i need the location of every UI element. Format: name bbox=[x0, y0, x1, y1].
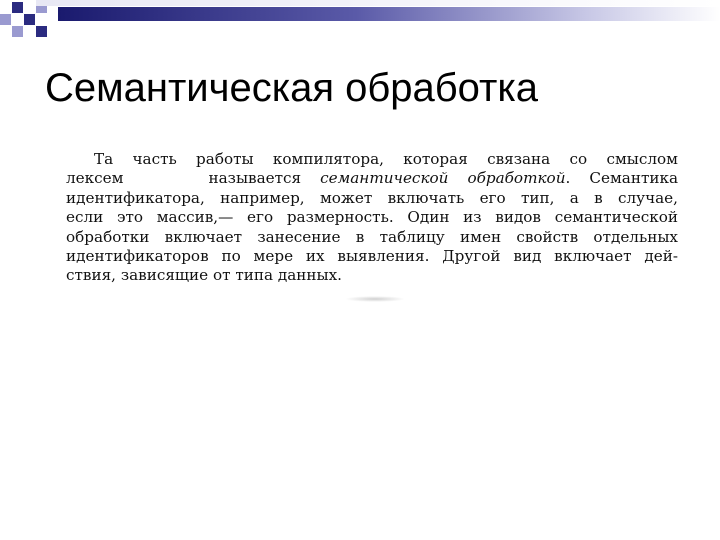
text-line: ствия, зависящие от типа данных. bbox=[66, 266, 343, 285]
emphasized-term: семантической обработкой bbox=[320, 169, 566, 188]
text-fragment: называется bbox=[208, 169, 302, 188]
decor-square bbox=[36, 26, 47, 37]
text-line bbox=[66, 169, 678, 188]
text-line: Та часть работы компилятора, которая связана со смыслом bbox=[94, 150, 678, 168]
text-line: идентификатора, например, может включать его тип, а в случае, bbox=[66, 188, 678, 207]
text-fragment: . Семантика bbox=[565, 169, 679, 188]
scanned-text-block bbox=[66, 150, 678, 286]
text-line: обработки включает занесение в таблицу имен свойств отдельных bbox=[66, 227, 678, 246]
header-bar-top bbox=[36, 0, 720, 6]
decor-square bbox=[24, 14, 35, 25]
text-line: если это массив,— его размерность. Один из видов семантической bbox=[66, 208, 678, 227]
slide-title: Семантическая обработка bbox=[45, 66, 538, 110]
decor-square bbox=[12, 26, 23, 37]
decor-square bbox=[0, 14, 11, 25]
decor-square bbox=[0, 0, 11, 11]
decor-square bbox=[12, 2, 23, 13]
text-line: идентификаторов по мере их выявления. Другой вид включает дей- bbox=[66, 247, 678, 266]
scan-artifact bbox=[345, 296, 405, 302]
corner-squares-decoration bbox=[0, 0, 60, 48]
header-gradient-bar bbox=[58, 7, 720, 21]
text-fragment: лексем bbox=[66, 169, 124, 188]
